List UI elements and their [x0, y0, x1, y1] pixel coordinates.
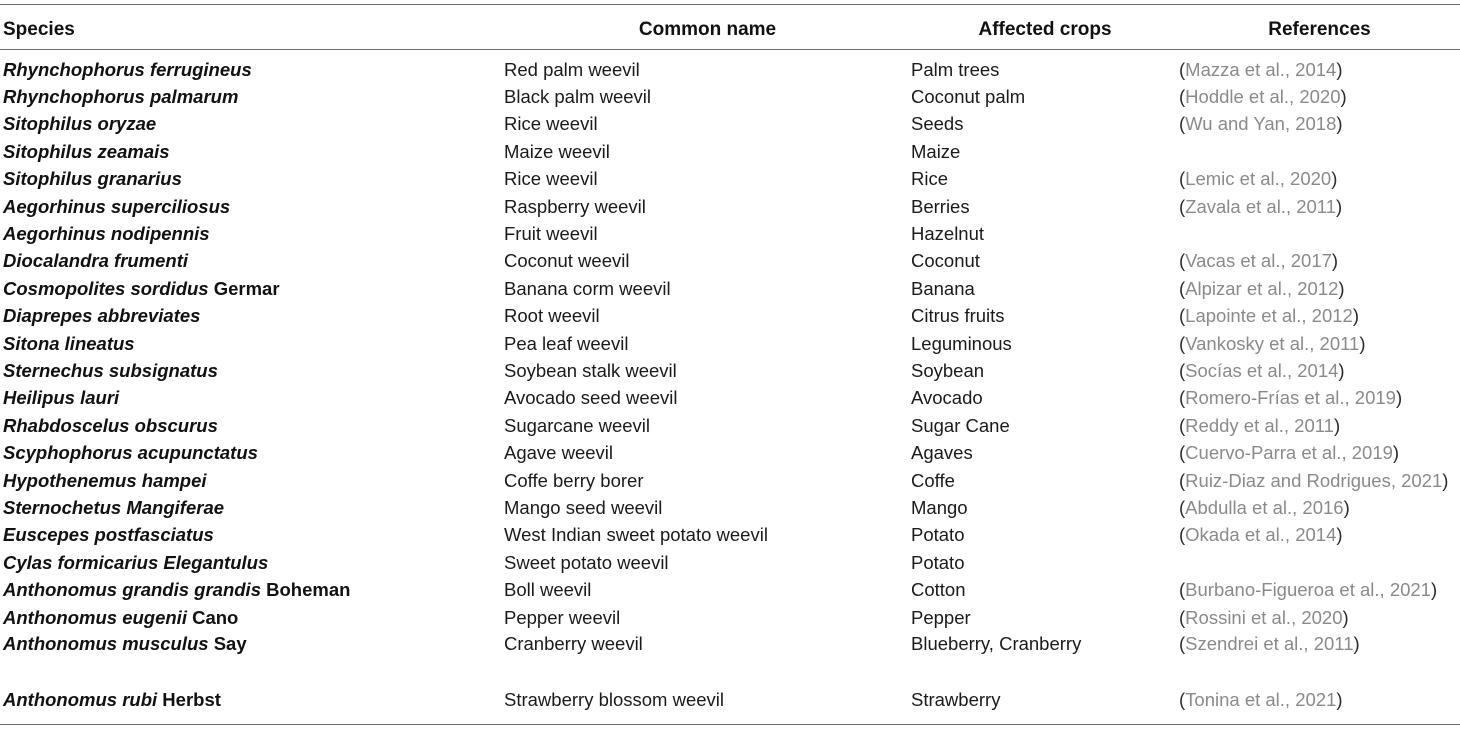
cell-species — [0, 220, 504, 247]
cell-common-name: Coconut weevil — [504, 250, 630, 272]
ref-open-paren: ( — [1179, 414, 1186, 436]
cell-affected-crops: Avocado — [911, 387, 983, 409]
cell-common-name: Boll weevil — [504, 579, 592, 601]
cell-reference — [1179, 50, 1460, 83]
cell-species — [0, 357, 504, 384]
cell-common-name: West Indian sweet potato weevil — [504, 524, 768, 546]
table-row — [0, 50, 1460, 83]
cell-affected-crops: Seeds — [911, 113, 964, 135]
ref-close-paren: ) — [1338, 359, 1345, 381]
cell-affected-crops: Sugar Cane — [911, 414, 1010, 436]
species-scientific-name: Heilipus lauri — [3, 387, 120, 409]
cell-affected-crops: Rice — [911, 168, 949, 190]
cell-species — [0, 494, 504, 521]
ref-open-paren: ( — [1179, 168, 1186, 190]
cell-species — [0, 467, 504, 494]
reference-link[interactable]: Zavala et al., 2011 — [1185, 195, 1337, 217]
cell-species — [0, 111, 504, 138]
cell-affected-crops: Coconut — [911, 250, 980, 272]
reference-link[interactable]: Mazza et al., 2014 — [1185, 58, 1337, 80]
cell-reference — [1179, 467, 1460, 494]
table-row — [0, 385, 1460, 412]
cell-common-name: Pepper weevil — [504, 606, 621, 628]
cell-common-name: Root weevil — [504, 305, 600, 327]
cell-affected-crops: Maize — [911, 140, 961, 162]
table-row — [0, 303, 1460, 330]
cell-common-name: Agave weevil — [504, 442, 614, 464]
reference-link[interactable]: Lemic et al., 2020 — [1185, 168, 1332, 190]
species-scientific-name: Sitona lineatus — [3, 332, 135, 354]
ref-open-paren: ( — [1179, 524, 1186, 546]
ref-close-paren: ) — [1340, 86, 1347, 108]
table-row — [0, 138, 1460, 165]
table-row — [0, 83, 1460, 110]
reference-link[interactable]: Okada et al., 2014 — [1185, 524, 1337, 546]
reference-link[interactable]: Ruiz-Diaz and Rodrigues, 2021 — [1185, 469, 1443, 491]
cell-reference — [1179, 220, 1460, 247]
ref-close-paren: ) — [1331, 250, 1339, 272]
cell-reference — [1179, 83, 1460, 110]
table-row — [0, 412, 1460, 439]
species-scientific-name: Cosmopolites sordidus — [3, 277, 209, 299]
cell-reference — [1179, 275, 1460, 302]
species-scientific-name: Sitophilus oryzae — [3, 113, 157, 135]
species-scientific-name: Anthonomus grandis grandis — [3, 579, 261, 601]
cell-affected-crops: Strawberry — [911, 688, 1001, 710]
species-scientific-name: Cylas formicarius Elegantulus — [3, 551, 269, 573]
cell-reference — [1179, 494, 1460, 521]
ref-close-paren: ) — [1338, 277, 1345, 299]
ref-open-paren: ( — [1179, 113, 1186, 135]
cell-species — [0, 248, 504, 275]
ref-close-paren: ) — [1333, 414, 1341, 436]
species-scientific-name: Rhynchophorus ferrugineus — [3, 58, 252, 80]
cell-species — [0, 303, 504, 330]
cell-affected-crops: Palm trees — [911, 58, 1000, 80]
ref-open-paren: ( — [1179, 305, 1186, 327]
cell-species — [0, 275, 504, 302]
cell-species — [0, 439, 504, 466]
cell-affected-crops: Coffe — [911, 469, 955, 491]
cell-reference — [1179, 330, 1460, 357]
species-author: Herbst — [157, 688, 221, 710]
ref-open-paren: ( — [1179, 332, 1186, 354]
species-scientific-name: Rhabdoscelus obscurus — [3, 414, 218, 436]
ref-close-paren: ) — [1343, 496, 1350, 518]
table-row — [0, 439, 1460, 466]
cell-reference — [1179, 357, 1460, 384]
reference-link[interactable]: Cuervo-Parra et al., 2019 — [1185, 442, 1393, 464]
ref-close-paren: ) — [1342, 606, 1349, 628]
reference-link[interactable]: Szendrei et al., 2011 — [1185, 633, 1354, 655]
species-scientific-name: Sternochetus Mangiferae — [3, 496, 225, 518]
ref-open-paren: ( — [1179, 58, 1186, 80]
ref-close-paren: ) — [1336, 195, 1343, 217]
table-row — [0, 275, 1460, 302]
species-scientific-name: Anthonomus musculus — [3, 633, 209, 655]
table-row — [0, 467, 1460, 494]
table-row — [0, 494, 1460, 521]
cell-species — [0, 330, 504, 357]
reference-link[interactable]: Romero-Frías et al., 2019 — [1185, 387, 1396, 409]
ref-open-paren: ( — [1179, 250, 1186, 272]
species-scientific-name: Diocalandra frumenti — [3, 250, 189, 272]
cell-common-name: Rice weevil — [504, 113, 598, 135]
cell-affected-crops: Coconut palm — [911, 86, 1026, 108]
table-row — [0, 549, 1460, 576]
reference-link[interactable]: Vankosky et al., 2011 — [1185, 332, 1360, 354]
header-affected-crops: Affected crops — [978, 19, 1112, 40]
cell-species — [0, 385, 504, 412]
cell-common-name: Pea leaf weevil — [504, 332, 629, 354]
species-author: Boheman — [260, 579, 351, 601]
ref-open-paren: ( — [1179, 195, 1186, 217]
cell-common-name: Soybean stalk weevil — [504, 359, 677, 381]
cell-species — [0, 549, 504, 576]
reference-link[interactable]: Abdulla et al., 2016 — [1185, 496, 1344, 518]
ref-close-paren: ) — [1430, 579, 1438, 601]
species-scientific-name: Aegorhinus nodipennis — [3, 223, 210, 245]
reference-link[interactable]: Rossini et al., 2020 — [1185, 606, 1343, 628]
cell-affected-crops: Citrus fruits — [911, 305, 1005, 327]
table-row — [0, 522, 1460, 549]
cell-common-name: Banana corm weevil — [504, 277, 671, 299]
reference-link[interactable]: Tonina et al., 2021 — [1185, 688, 1337, 710]
cell-species — [0, 412, 504, 439]
cell-reference — [1179, 138, 1460, 165]
ref-open-paren: ( — [1179, 359, 1186, 381]
species-scientific-name: Euscepes postfasciatus — [3, 524, 214, 546]
species-scientific-name: Aegorhinus superciliosus — [3, 195, 231, 217]
ref-open-paren: ( — [1179, 579, 1186, 601]
table-row — [0, 248, 1460, 275]
cell-reference — [1179, 193, 1460, 220]
ref-open-paren: ( — [1179, 387, 1186, 409]
ref-close-paren: ) — [1336, 58, 1343, 80]
reference-link[interactable]: Lapointe et al., 2012 — [1185, 305, 1353, 327]
table-row — [0, 686, 1460, 713]
table-row — [0, 357, 1460, 384]
species-table — [0, 5, 1460, 41]
ref-close-paren: ) — [1336, 524, 1343, 546]
cell-common-name: Rice weevil — [504, 168, 598, 190]
cell-species — [0, 50, 504, 83]
header-row — [0, 5, 1460, 41]
cell-common-name: Avocado seed weevil — [504, 387, 678, 409]
species-scientific-name: Rhynchophorus palmarum — [3, 86, 239, 108]
cell-species — [0, 631, 504, 686]
cell-reference — [1179, 303, 1460, 330]
cell-species — [0, 166, 504, 193]
cell-affected-crops: Potato — [911, 524, 965, 546]
cell-affected-crops: Hazelnut — [911, 223, 985, 245]
cell-reference — [1179, 631, 1460, 686]
species-scientific-name: Scyphophorus acupunctatus — [3, 442, 258, 464]
ref-close-paren: ) — [1392, 442, 1400, 464]
cell-species — [0, 522, 504, 549]
ref-close-paren: ) — [1336, 688, 1343, 710]
cell-reference — [1179, 111, 1460, 138]
cell-common-name: Fruit weevil — [504, 223, 598, 245]
cell-species — [0, 576, 504, 603]
table-row — [0, 631, 1460, 686]
cell-affected-crops: Leguminous — [911, 332, 1012, 354]
ref-close-paren: ) — [1331, 168, 1338, 190]
cell-common-name: Strawberry blossom weevil — [504, 688, 725, 710]
table-body — [0, 50, 1460, 714]
ref-open-paren: ( — [1179, 688, 1186, 710]
ref-open-paren: ( — [1179, 606, 1186, 628]
cell-reference — [1179, 604, 1460, 631]
species-table-body — [0, 50, 1460, 714]
cell-common-name: Black palm weevil — [504, 86, 652, 108]
cell-reference — [1179, 439, 1460, 466]
ref-open-paren: ( — [1179, 86, 1186, 108]
reference-link[interactable]: Vacas et al., 2017 — [1185, 250, 1332, 272]
cell-affected-crops: Soybean — [911, 359, 985, 381]
species-author: Cano — [186, 606, 239, 628]
ref-open-paren: ( — [1179, 469, 1186, 491]
cell-species — [0, 193, 504, 220]
reference-link[interactable]: Alpizar et al., 2012 — [1185, 277, 1339, 299]
table-bottom-rule — [0, 724, 1460, 725]
header-species: Species — [3, 19, 75, 40]
species-author: Germar — [208, 277, 280, 299]
table-row — [0, 166, 1460, 193]
cell-reference — [1179, 248, 1460, 275]
species-scientific-name: Anthonomus rubi — [3, 688, 158, 710]
ref-open-paren: ( — [1179, 277, 1186, 299]
cell-species — [0, 686, 504, 713]
table-row — [0, 604, 1460, 631]
cell-affected-crops: Mango — [911, 496, 968, 518]
reference-link[interactable]: Burbano-Figueroa et al., 2021 — [1185, 579, 1431, 601]
species-author: Say — [208, 633, 247, 655]
species-scientific-name: Sternechus subsignatus — [3, 359, 218, 381]
ref-close-paren: ) — [1336, 113, 1343, 135]
species-scientific-name: Sitophilus zeamais — [3, 140, 170, 162]
cell-species — [0, 138, 504, 165]
cell-common-name: Sugarcane weevil — [504, 414, 651, 436]
reference-link[interactable]: Socías et al., 2014 — [1185, 359, 1339, 381]
cell-species — [0, 83, 504, 110]
cell-reference — [1179, 522, 1460, 549]
cell-common-name: Maize weevil — [504, 140, 610, 162]
cell-reference — [1179, 412, 1460, 439]
cell-affected-crops: Berries — [911, 195, 970, 217]
cell-common-name: Coffe berry borer — [504, 469, 644, 491]
ref-close-paren: ) — [1395, 387, 1403, 409]
species-scientific-name: Sitophilus granarius — [3, 168, 182, 190]
cell-affected-crops: Agaves — [911, 442, 973, 464]
reference-link[interactable]: Wu and Yan, 2018 — [1185, 113, 1337, 135]
cell-reference — [1179, 576, 1460, 603]
species-scientific-name: Anthonomus eugenii — [3, 606, 187, 628]
ref-open-paren: ( — [1179, 442, 1186, 464]
table-row — [0, 576, 1460, 603]
cell-species — [0, 604, 504, 631]
species-scientific-name: Diaprepes abbreviates — [3, 305, 201, 327]
table-row — [0, 193, 1460, 220]
ref-close-paren: ) — [1353, 633, 1360, 655]
table-row — [0, 111, 1460, 138]
cell-affected-crops: Blueberry, Cranberry — [911, 633, 1082, 655]
cell-affected-crops: Banana — [911, 277, 975, 299]
ref-close-paren: ) — [1352, 305, 1360, 327]
reference-link[interactable]: Hoddle et al., 2020 — [1185, 86, 1341, 108]
cell-reference — [1179, 549, 1460, 576]
ref-open-paren: ( — [1179, 633, 1186, 655]
cell-reference — [1179, 166, 1460, 193]
cell-reference — [1179, 686, 1460, 713]
ref-close-paren: ) — [1359, 332, 1366, 354]
cell-common-name: Mango seed weevil — [504, 496, 663, 518]
cell-affected-crops: Potato — [911, 551, 965, 573]
cell-common-name: Cranberry weevil — [504, 633, 643, 655]
header-common-name: Common name — [638, 19, 777, 40]
species-scientific-name: Hypothenemus hampei — [3, 469, 207, 491]
cell-common-name: Raspberry weevil — [504, 195, 646, 217]
table-row — [0, 330, 1460, 357]
cell-reference — [1179, 385, 1460, 412]
cell-common-name: Red palm weevil — [504, 58, 640, 80]
cell-common-name: Sweet potato weevil — [504, 551, 669, 573]
cell-affected-crops: Pepper — [911, 606, 971, 628]
ref-close-paren: ) — [1442, 469, 1449, 491]
table-header — [0, 5, 1460, 41]
table-row — [0, 220, 1460, 247]
reference-link[interactable]: Reddy et al., 2011 — [1185, 414, 1334, 436]
cell-affected-crops: Cotton — [911, 579, 966, 601]
ref-open-paren: ( — [1179, 496, 1186, 518]
header-references: References — [1268, 19, 1371, 40]
